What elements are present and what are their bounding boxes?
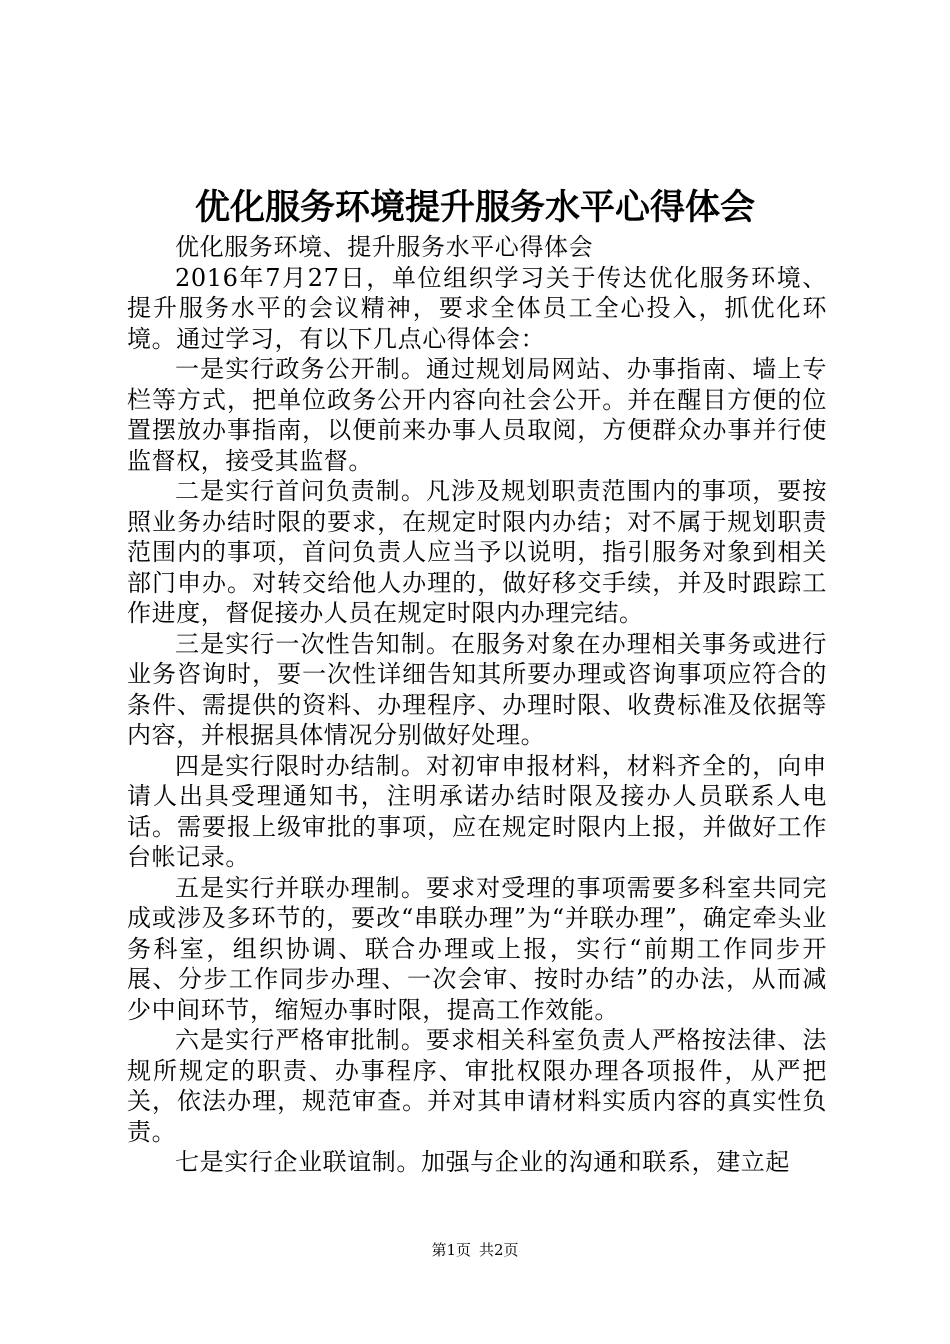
paragraph-intro: 2016年7月27日，单位组织学习关于传达优化服务环境、提升服务水平的会议精神，要求全体员工全心投入，抓优化环境。通过学习，有以下几点心得体会： — [127, 263, 827, 353]
paragraph-item-2: 二是实行首问负责制。凡涉及规划职责范围内的事项，要按照业务办结时限的要求，在规定时限内办结；对不属于规划职责范围内的事项，首问负责人应当予以说明，指引服务对象到相关部门申办。对转交给他人办理的，做好移交手续，并及时跟踪工作进度，督促接办人员在规定时限内办理完结。 — [127, 477, 827, 627]
document-body — [127, 232, 827, 1178]
paragraph-item-7: 七是实行企业联谊制。加强与企业的沟通和联系，建立起 — [175, 1148, 790, 1176]
paragraph-item-4: 四是实行限时办结制。对初审申报材料，材料齐全的，向申请人出具受理通知书，注明承诺办结时限及接办人员联系人电话。需要报上级审批的事项，应在规定时限内上报，并做好工作台帐记录。 — [127, 751, 827, 871]
paragraph-item-3: 三是实行一次性告知制。在服务对象在办理相关事务或进行业务咨询时，要一次性详细告知其所要办理或咨询事项应符合的条件、需提供的资料、办理程序、办理时限、收费标准及依据等内容，并根据具体情况分别做好处理。 — [127, 629, 827, 749]
paragraph-item-1: 一是实行政务公开制。通过规划局网站、办事指南、墙上专栏等方式，把单位政务公开内容向社会公开。并在醒目方便的位置摆放办事指南，以便前来办事人员取阅，方便群众办事并行使监督权，接受其监督。 — [127, 355, 827, 475]
paragraph-subtitle: 优化服务环境、提升服务水平心得体会 — [175, 233, 594, 261]
paragraph-item-5: 五是实行并联办理制。要求对受理的事项需要多科室共同完成或涉及多环节的，要改“串联办理”为“并联办理”，确定牵头业务科室，组织协调、联合办理或上报，实行“前期工作同步开展、分步工作同步办理、一次会审、按时办结”的办法，从而减少中间环节，缩短办事时限，提高工作效能。 — [127, 873, 827, 1024]
paragraph-item-6: 六是实行严格审批制。要求相关科室负责人严格按法律、法规所规定的职责、办事程序、审批权限办理各项报件，从严把关，依法办理，规范审查。并对其申请材料实质内容的真实性负责。 — [127, 1026, 827, 1146]
page-footer — [0, 1240, 950, 1260]
document-title: 优化服务环境提升服务水平心得体会 — [194, 187, 755, 228]
page-number: 第1页 — [431, 1241, 471, 1259]
page-total: 共2页 — [479, 1241, 519, 1259]
